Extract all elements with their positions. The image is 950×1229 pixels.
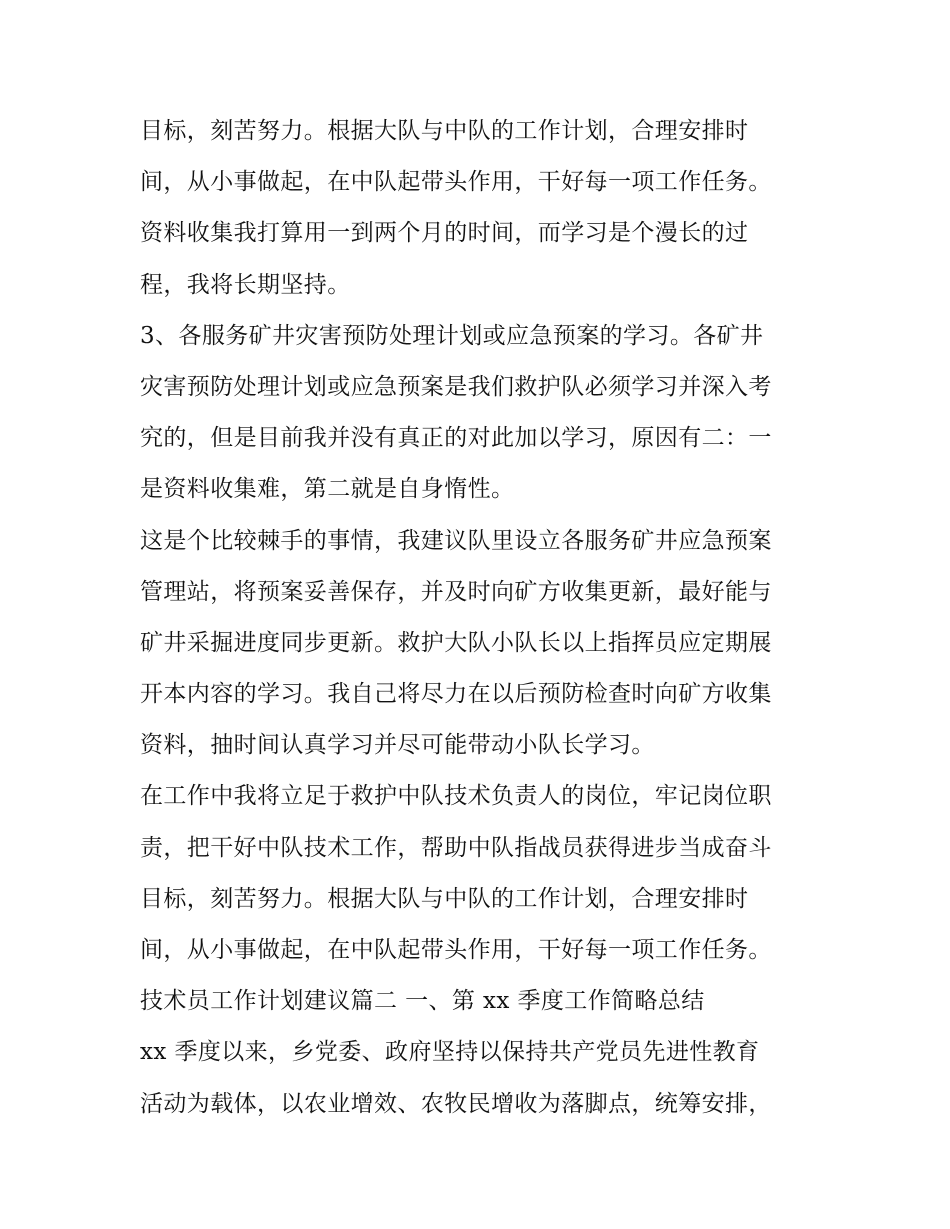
text-line: 资料，抽时间认真学习并尽可能带动小队长学习。 xyxy=(140,732,655,759)
text-line: 开本内容的学习。我自己将尽力在以后预防检查时向矿方收集 xyxy=(140,681,772,708)
text-line: 活动为载体，以农业增效、农牧民增收为落脚点，统筹安排， xyxy=(140,1090,772,1117)
text-line: 程，我将长期坚持。 xyxy=(140,271,351,298)
text-line: 管理站，将预案妥善保存，并及时向矿方收集更新，最好能与 xyxy=(140,578,772,605)
text-line: 目标，刻苦努力。根据大队与中队的工作计划，合理安排时 xyxy=(140,118,749,144)
text-line: 矿井采掘进度同步更新。救护大队小队长以上指挥员应定期展 xyxy=(140,629,772,656)
text-line: 资料收集我打算用一到两个月的时间，而学习是个漫长的过 xyxy=(140,220,749,247)
text-line: 间，从小事做起，在中队起带头作用，干好每一项工作任务。 xyxy=(140,169,772,196)
text-line: 间，从小事做起，在中队起带头作用，干好每一项工作任务。 xyxy=(140,937,772,963)
text-line: 在工作中我将立足于救护中队技术负责人的岗位，牢记岗位职 xyxy=(140,783,772,810)
text-line: 这是个比较棘手的事情，我建议队里设立各服务矿井应急预案 xyxy=(140,527,772,554)
text-line: 灾害预防处理计划或应急预案是我们救护队必须学习并深入考 xyxy=(140,373,772,400)
text-line: 责，把干好中队技术工作，帮助中队指战员获得进步当成奋斗 xyxy=(140,834,772,861)
text-line: xx 季度以来，乡党委、政府坚持以保持共产党员先进性教育 xyxy=(140,1039,760,1066)
text-line: 究的，但是目前我并没有真正的对此加以学习，原因有二：一 xyxy=(140,425,772,452)
text-line: 技术员工作计划建议篇二 一、第 xx 季度工作简略总结 xyxy=(140,988,705,1015)
text-line: 3、各服务矿井灾害预防处理计划或应急预案的学习。各矿井 xyxy=(140,322,764,349)
text-line: 目标，刻苦努力。根据大队与中队的工作计划，合理安排时 xyxy=(140,885,749,912)
body-text xyxy=(140,106,820,1130)
text-line: 是资料收集难，第二就是自身惰性。 xyxy=(140,476,515,503)
